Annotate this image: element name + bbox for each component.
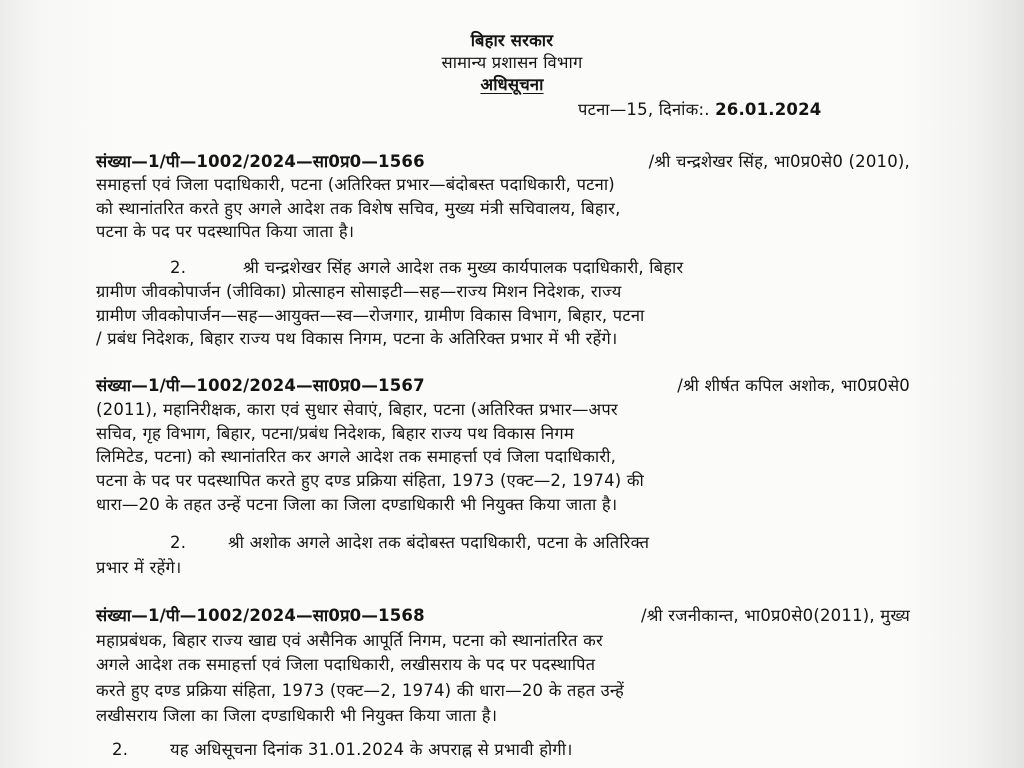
notice1-text: पटना के पद पर पदस्थापित किया जाता है। [96, 222, 355, 241]
notice2-text: (2011), महानिरीक्षक, कारा एवं सुधार सेवाएं, बिहार, पटना (अतिरिक्त प्रभार—अपर [96, 400, 618, 419]
department-title: सामान्य प्रशासन विभाग [441, 53, 583, 72]
notification-heading: अधिसूचना [480, 75, 544, 94]
notice2-text: पटना के पद पर पदस्थापित करते हुए दण्ड प्रक्रिया संहिता, 1973 (एक्ट—2, 1974) की [96, 471, 645, 490]
notice2-text: सचिव, गृह विभाग, बिहार, पटना/प्रबंध निदेशक, बिहार राज्य पथ विकास निगम [96, 424, 574, 443]
notice2-para2-number: 2. [170, 533, 187, 552]
notice3-text: अगले आदेश तक समाहर्त्ता एवं जिला पदाधिकारी, लखीसराय के पद पर पदस्थापित [96, 655, 596, 674]
notice2-text: धारा—20 के तहत उन्हें पटना जिला का जिला दण्डाधिकारी भी नियुक्त किया जाता है। [96, 495, 618, 514]
notice2-reference-number: संख्या—1/पी—1002/2024—सा0प्र0—1567 [96, 376, 425, 395]
notice3-text: करते हुए दण्ड प्रक्रिया संहिता, 1973 (एक्ट—2, 1974) की धारा—20 के तहत उन्हें [96, 681, 624, 700]
closing-para-number: 2. [112, 740, 129, 759]
notice1-para2-text: श्री चन्द्रशेखर सिंह अगले आदेश तक मुख्य कार्यपालक पदाधिकारी, बिहार [243, 258, 684, 277]
notice2-line-1 [96, 375, 910, 397]
notice2-text: /श्री शीर्षत कपिल अशोक, भा0प्र0से0 [677, 376, 910, 395]
notice2-text: लिमिटेड, पटना) को स्थानांतरित कर अगले आदेश तक समाहर्त्ता एवं जिला पदाधिकारी, [96, 447, 617, 466]
notice1-text: /श्री चन्द्रशेखर सिंह, भा0प्र0से0 (2010), [648, 152, 910, 171]
notice1-line-1 [96, 151, 910, 173]
notice2-para2-text: प्रभार में रहेंगे। [96, 558, 182, 577]
closing-para-text: यह अधिसूचना दिनांक 31.01.2024 के अपराह्न से प्रभावी होगी। [170, 740, 573, 759]
place-date-line [578, 99, 821, 121]
notice1-para2-number: 2. [170, 258, 187, 277]
notice1-reference-number: संख्या—1/पी—1002/2024—सा0प्र0—1566 [96, 152, 425, 171]
notice1-para2-text: / प्रबंध निदेशक, बिहार राज्य पथ विकास निगम, पटना के अतिरिक्त प्रभार में भी रहेंगे। [96, 329, 618, 348]
notice1-para2-text: ग्रामीण जीवकोपार्जन (जीविका) प्रोत्साहन सोसाइटी—सह—राज्य मिशन निदेशक, राज्य [96, 282, 622, 301]
scan-edge-shadow [964, 0, 1024, 768]
notification-date: 26.01.2024 [715, 100, 822, 119]
notice3-reference-number: संख्या—1/पी—1002/2024—सा0प्र0—1568 [96, 606, 425, 625]
place-date-prefix: पटना—15, दिनांक:. [578, 100, 716, 119]
notice1-para2-text: ग्रामीण जीवकोपार्जन—सह—आयुक्त—स्व—रोजगार, ग्रामीण विकास विभाग, बिहार, पटना [96, 306, 645, 325]
notice3-line-1 [96, 605, 910, 627]
notice2-para2-text: श्री अशोक अगले आदेश तक बंदोबस्त पदाधिकारी, पटना के अतिरिक्त [228, 533, 650, 552]
notice3-text: महाप्रबंधक, बिहार राज्य खाद्य एवं असैनिक आपूर्ति निगम, पटना को स्थानांतरित कर [96, 631, 603, 650]
notice1-text: समाहर्त्ता एवं जिला पदाधिकारी, पटना (अतिरिक्त प्रभार—बंदोबस्त पदाधिकारी, पटना) [96, 175, 615, 194]
notice3-text: लखीसराय जिला का जिला दण्डाधिकारी भी नियुक्त किया जाता है। [96, 706, 498, 725]
government-title: बिहार सरकार [470, 31, 554, 50]
notice3-text: /श्री रजनीकान्त, भा0प्र0से0(2011), मुख्य [640, 606, 910, 625]
notice1-text: को स्थानांतरित करते हुए अगले आदेश तक विशेष सचिव, मुख्य मंत्री सचिवालय, बिहार, [96, 199, 621, 218]
